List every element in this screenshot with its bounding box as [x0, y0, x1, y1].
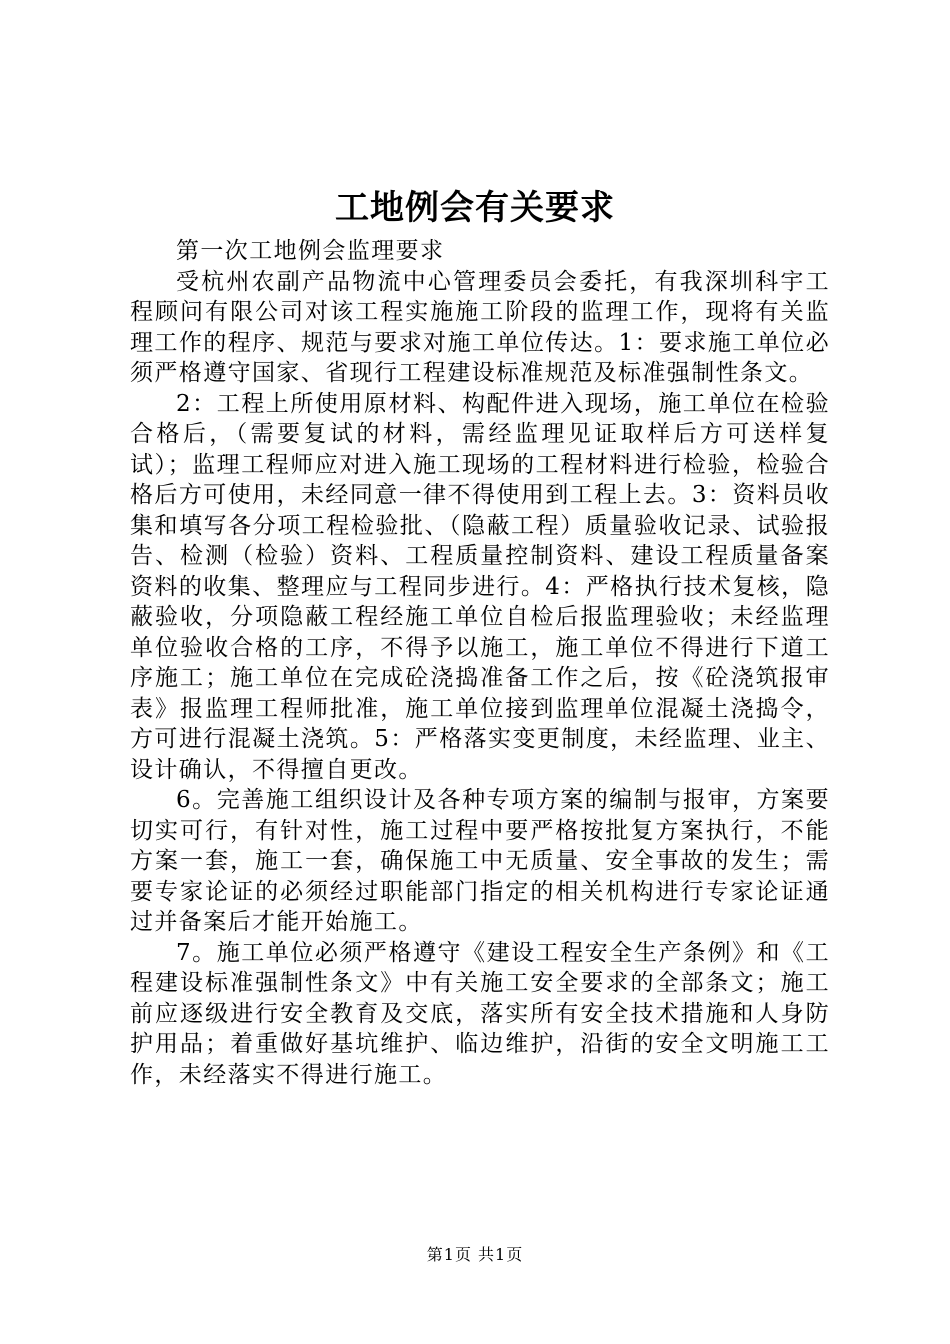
paragraph-2: 2：工程上所使用原材料、构配件进入现场，施工单位在检验合格后，（需要复试的材料，需经监理见证取样后方可送样复试）；监理工程师应对进入施工现场的工程材料进行检验，检验合格后方可使用，未经同意一律不得使用到工程上去。3：资料员收集和填写各分项工程检验批、（隐蔽工程）质量验收记录、试验报告、检测（检验）资料、工程质量控制资料、建设工程质量备案资料的收集、整理应与工程同步进行。4：严格执行技术复核，隐蔽验收，分项隐蔽工程经施工单位自检后报监理验收；未经监理单位验收合格的工序，不得予以施工，施工单位不得进行下道工序施工；施工单位在完成砼浇捣准备工作之后，按《砼浇筑报审表》报监理工程师批准，施工单位接到监理单位混凝土浇捣令，方可进行混凝土浇筑。5：严格落实变更制度，未经监理、业主、设计确认，不得擅自更改。 — [130, 390, 830, 783]
paragraph-heading: 第一次工地例会监理要求 — [176, 238, 445, 264]
document-title: 工地例会有关要求 — [335, 188, 615, 228]
page-footer: 第1页 共1页 — [426, 1245, 524, 1264]
paragraph-3: 6。完善施工组织设计及各种专项方案的编制与报审，方案要切实可行，有针对性，施工过程中要严格按批复方案执行，不能方案一套，施工一套，确保施工中无质量、安全事故的发生；需要专家论证的必须经过职能部门指定的相关机构进行专家论证通过并备案后才能开始施工。 — [130, 787, 830, 935]
paragraph-1: 受杭州农副产品物流中心管理委员会委托，有我深圳科宇工程顾问有限公司对该工程实施施工阶段的监理工作，现将有关监理工作的程序、规范与要求对施工单位传达。1：要求施工单位必须严格遵守国家、省现行工程建设标准规范及标准强制性条文。 — [130, 268, 830, 386]
paragraph-4: 7。施工单位必须严格遵守《建设工程安全生产条例》和《工程建设标准强制性条文》中有关施工安全要求的全部条文；施工前应逐级进行安全教育及交底，落实所有安全技术措施和人身防护用品；着重做好基坑维护、临边维护，沿街的安全文明施工工作，未经落实不得进行施工。 — [130, 939, 830, 1088]
document-body — [130, 236, 830, 1090]
